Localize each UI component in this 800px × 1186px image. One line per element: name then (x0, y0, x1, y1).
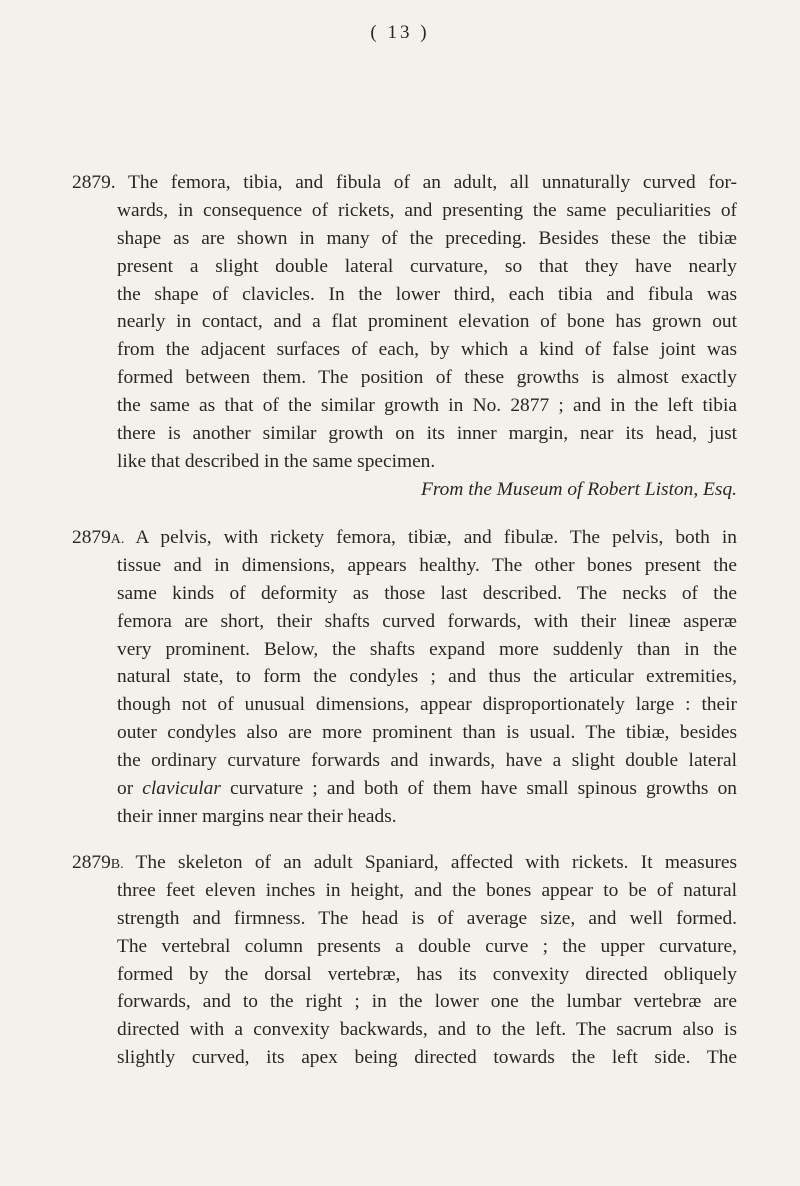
entry-line (72, 169, 737, 197)
entry-line: same kinds of deformity as those last described. The necks of the (117, 582, 737, 604)
entry-line: directed with a convexity backwards, and to the left. The sacrum also is (117, 1019, 737, 1041)
entry-line: formed between them. The position of these growths is almost exactly (117, 367, 737, 389)
entry-line: shape as are shown in many of the preceding. Besides these the tibiæ (117, 227, 737, 249)
entry-line: the ordinary curvature forwards and inwards, have a slight double lateral (117, 750, 737, 772)
entry-2879a (72, 524, 737, 831)
entry-line: forwards, and to the right ; in the lower one the lumbar vertebræ are (117, 991, 737, 1013)
entry-line: the same as that of the similar growth in No. 2877 ; and in the left tibia (117, 395, 737, 417)
entry-line: there is another similar growth on its inner margin, near its head, just (117, 423, 737, 445)
entry-line: present a slight double lateral curvature, so that they have nearly (117, 255, 737, 277)
italic-term: clavicular (142, 778, 221, 800)
entry-line: natural state, to form the condyles ; and thus the articular extremities, (117, 666, 737, 688)
entry-line: slightly curved, its apex being directed towards the left side. The (117, 1047, 737, 1069)
entry-line: tissue and in dimensions, appears healthy. The other bones present the (117, 554, 737, 576)
entry-2879 (72, 169, 737, 504)
entry-line: from the adjacent surfaces of each, by which a kind of false joint was (117, 339, 737, 361)
entry-text: The skeleton of an adult Spaniard, affected with rickets. It measures (135, 852, 737, 873)
entry-line: their inner margins near their heads. (117, 805, 397, 827)
entry-number: 2879A. (72, 527, 125, 548)
page-number: ( 13 ) (370, 22, 430, 43)
entry-line: though not of unusual dimensions, appear disproportionately large : their (117, 694, 737, 716)
entry-line: very prominent. Below, the shafts expand more suddenly than in the (117, 638, 737, 660)
entry-line: strength and firmness. The head is of average size, and well formed. (117, 907, 737, 929)
entry-line: wards, in consequence of rickets, and presenting the same peculiarities of (117, 199, 737, 221)
entry-line (72, 849, 737, 877)
entry-line: The vertebral column presents a double curve ; the upper curvature, (117, 935, 737, 957)
entry-line: nearly in contact, and a flat prominent elevation of bone has grown out (117, 311, 737, 333)
entry-2879b (72, 849, 737, 1072)
entry-number: 2879. (72, 172, 116, 193)
entry-line: formed by the dorsal vertebræ, has its convexity directed obliquely (117, 963, 737, 985)
entry-text: A pelvis, with rickety femora, tibiæ, and fibulæ. The pelvis, both in (135, 527, 737, 548)
entry-line: three feet eleven inches in height, and the bones appear to be of natural (117, 879, 737, 901)
entry-text: The femora, tibia, and fibula of an adult, all unnaturally curved for- (127, 172, 737, 193)
entry-line: or clavicular curvature ; and both of them have small spinous growths on (117, 778, 737, 800)
entry-line: outer condyles also are more prominent than is usual. The tibiæ, besides (117, 722, 737, 744)
entry-line: the shape of clavicles. In the lower third, each tibia and fibula was (117, 283, 737, 305)
entry-line: femora are short, their shafts curved forwards, with their lineæ asperæ (117, 610, 737, 632)
entry-line: like that described in the same specimen. (117, 450, 436, 472)
source-attribution: From the Museum of Robert Liston, Esq. (421, 478, 737, 500)
entry-line (72, 524, 737, 552)
entry-number: 2879B. (72, 852, 124, 873)
